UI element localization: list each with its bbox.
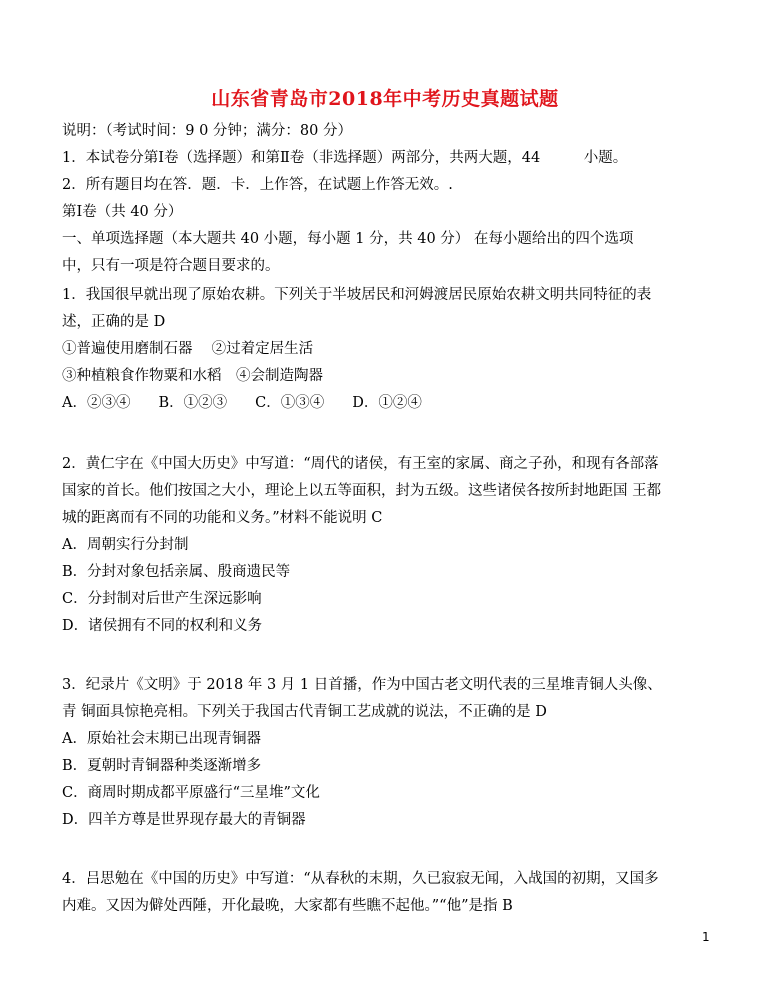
question-2-option-a: A．周朝实行分封制 xyxy=(62,537,189,553)
section-instructions-cont: 中，只有一项是符合题目要求的。 xyxy=(62,258,280,274)
question-3-option-a: A．原始社会末期已出现青铜器 xyxy=(62,731,261,747)
question-2-option-c: C．分封制对后世产生深远影响 xyxy=(62,591,262,607)
question-3-stem-cont: 青 铜面具惊艳亮相。下列关于我国古代青铜工艺成就的说法，不正确的是 D xyxy=(62,704,547,720)
question-4-stem-cont: 内难。又因为僻处西陲，开化最晚，大家都有些瞧不起他。”“他”是指 B xyxy=(62,898,513,914)
question-3-option-c: C．商周时期成都平原盛行“三星堆”文化 xyxy=(62,785,320,801)
question-1-items-cont: ③种植粮食作物粟和水稻 ④会制造陶器 xyxy=(62,368,323,384)
question-1-option-b: B．①②③ xyxy=(158,395,228,411)
question-3-option-b: B．夏朝时青铜器种类逐渐增多 xyxy=(62,758,262,774)
question-2-stem: 2．黄仁宇在《中国大历史》中写道：“周代的诸侯，有王室的家属、商之子孙，和现有各部落 xyxy=(62,456,659,472)
part-heading: 第Ⅰ卷（共 40 分） xyxy=(62,204,183,220)
question-1-option-a: A．②③④ xyxy=(62,395,131,411)
question-1-option-c: C．①③④ xyxy=(255,395,325,411)
document-title: 山东省青岛市2018年中考历史真题试题 xyxy=(211,88,559,110)
page-number: 1 xyxy=(702,930,710,944)
question-3-option-d: D．四羊方尊是世界现存最大的青铜器 xyxy=(62,812,306,828)
question-3-stem: 3．纪录片《文明》于 2018 年 3 月 1 日首播，作为中国古老文明代表的三星堆青铜人头像、 xyxy=(62,677,662,693)
question-1-options xyxy=(62,393,422,413)
exam-note-1: 1．本试卷分第Ⅰ卷（选择题）和第Ⅱ卷（非选择题）两部分，共两大题，44 小题。 xyxy=(62,150,628,166)
exam-instructions: 说明：（考试时间：9 0 分钟；满分：80 分） xyxy=(62,123,352,139)
question-1-stem: 1．我国很早就出现了原始农耕。下列关于半坡居民和河姆渡居民原始农耕文明共同特征的表 xyxy=(62,287,652,303)
question-1-items: ①普遍使用磨制石器 ②过着定居生活 xyxy=(62,341,314,357)
question-2-option-d: D．诸侯拥有不同的权利和义务 xyxy=(62,618,263,634)
question-1-option-d: D．①②④ xyxy=(352,395,422,411)
question-2-option-b: B．分封对象包括亲属、殷商遗民等 xyxy=(62,564,291,580)
question-2-stem-end: 城的距离而有不同的功能和义务。”材料不能说明 C xyxy=(62,510,383,526)
exam-note-2: 2．所有题目均在答．题．卡．上作答，在试题上作答无效。. xyxy=(62,177,453,193)
question-4-stem: 4．吕思勉在《中国的历史》中写道：“从春秋的末期，久已寂寂无闻，入战国的初期，又国多 xyxy=(62,871,659,887)
question-2-stem-cont: 国家的首长。他们按国之大小，理论上以五等面积，封为五级。这些诸侯各按所封地距国 王都 xyxy=(62,483,662,499)
section-instructions: 一、单项选择题（本大题共 40 小题，每小题 1 分，共 40 分） 在每小题给出的四个选项 xyxy=(62,231,634,247)
question-1-stem-cont: 述，正确的是 D xyxy=(62,314,166,330)
